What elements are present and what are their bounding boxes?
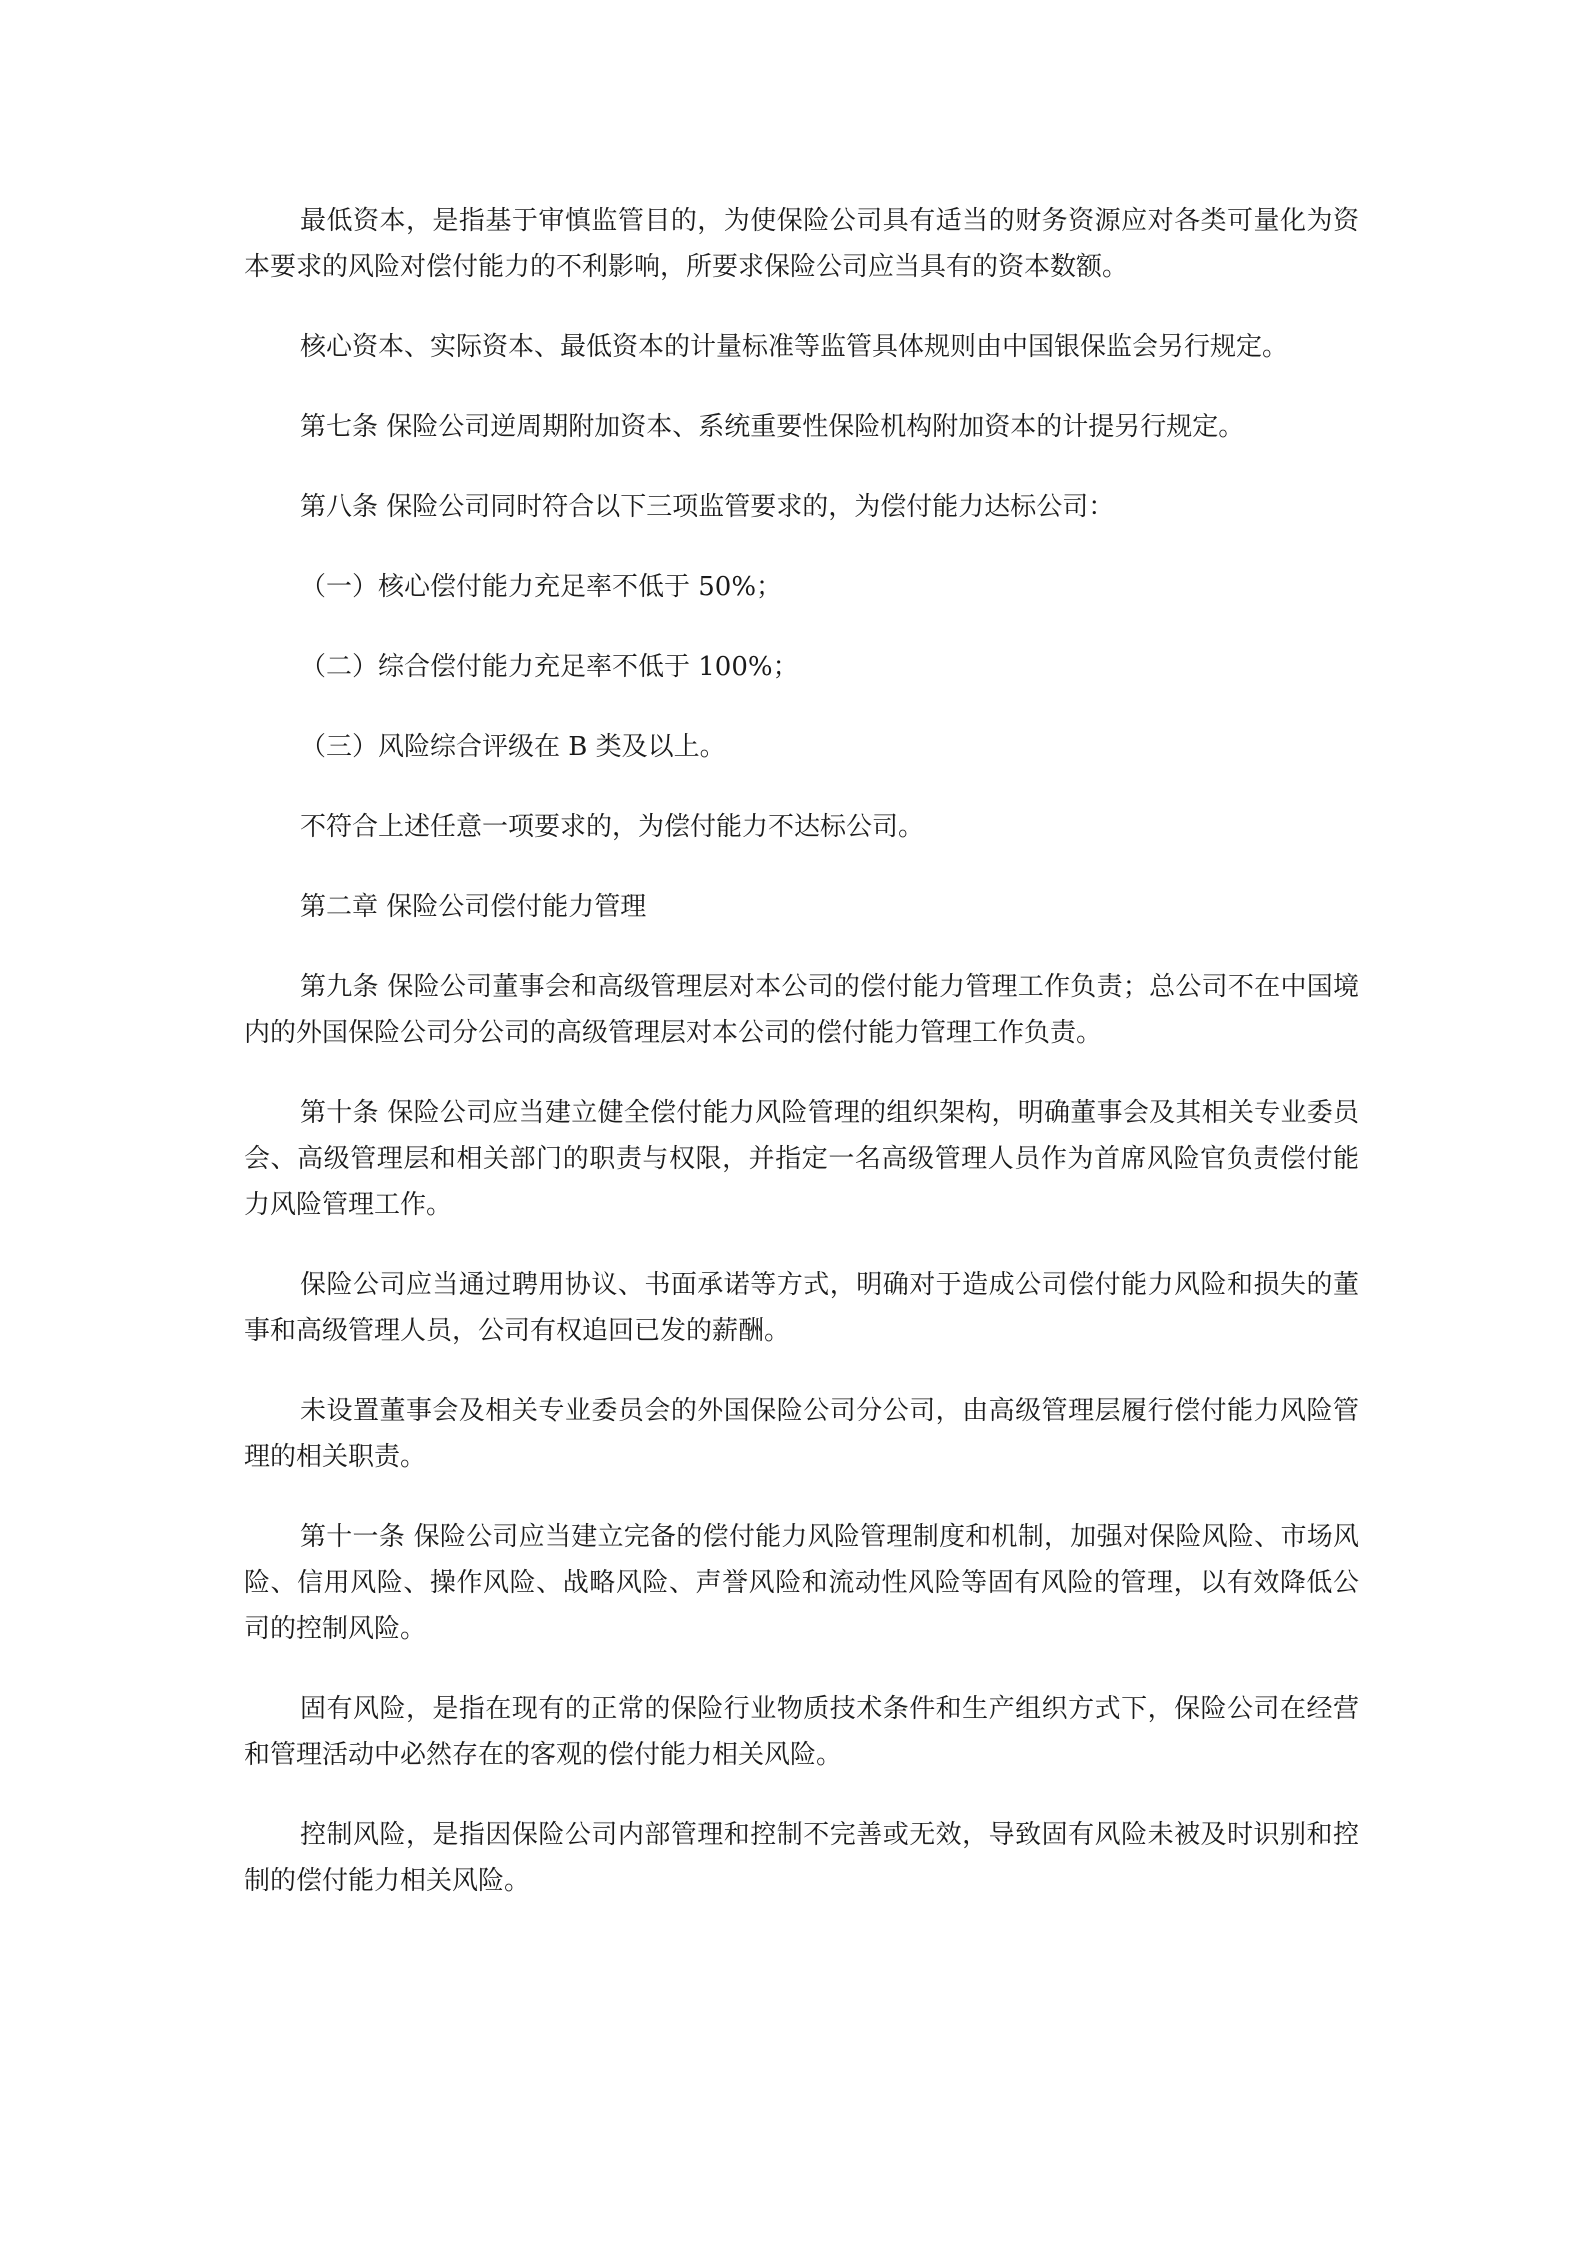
paragraph-non-compliant: 不符合上述任意一项要求的，为偿付能力不达标公司。 xyxy=(300,812,925,842)
list-item-core-ratio: （一）核心偿付能力充足率不低于 50%； xyxy=(300,572,783,602)
list-item-comprehensive-ratio: （二）综合偿付能力充足率不低于 100%； xyxy=(300,652,799,682)
paragraph-article-11: 第十一条 保险公司应当建立完备的偿付能力风险管理制度和机制，加强对保险风险、市场风险、信用风险、操作风险、战略风险、声誉风险和流动性风险等固有风险的管理，以有效降低公司的控制风险。 xyxy=(244,1522,1359,1644)
paragraph-measurement-rules: 核心资本、实际资本、最低资本的计量标准等监管具体规则由中国银保监会另行规定。 xyxy=(300,332,1289,362)
paragraph-article-9: 第九条 保险公司董事会和高级管理层对本公司的偿付能力管理工作负责；总公司不在中国境内的外国保险公司分公司的高级管理层对本公司的偿付能力管理工作负责。 xyxy=(244,972,1359,1048)
paragraph-control-risk: 控制风险，是指因保险公司内部管理和控制不完善或无效，导致固有风险未被及时识别和控制的偿付能力相关风险。 xyxy=(244,1820,1359,1896)
paragraph-article-7: 第七条 保险公司逆周期附加资本、系统重要性保险机构附加资本的计提另行规定。 xyxy=(300,412,1245,442)
paragraph-inherent-risk: 固有风险，是指在现有的正常的保险行业物质技术条件和生产组织方式下，保险公司在经营和管理活动中必然存在的客观的偿付能力相关风险。 xyxy=(244,1694,1359,1770)
paragraph-article-8: 第八条 保险公司同时符合以下三项监管要求的，为偿付能力达标公司： xyxy=(300,492,1115,522)
list-item-risk-rating: （三）风险综合评级在 B 类及以上。 xyxy=(300,732,726,762)
paragraph-minimum-capital-definition: 最低资本，是指基于审慎监管目的，为使保险公司具有适当的财务资源应对各类可量化为资本要求的风险对偿付能力的不利影响，所要求保险公司应当具有的资本数额。 xyxy=(244,206,1359,282)
paragraph-article-10: 第十条 保险公司应当建立健全偿付能力风险管理的组织架构，明确董事会及其相关专业委员会、高级管理层和相关部门的职责与权限，并指定一名高级管理人员作为首席风险官负责偿付能力风险管理工作。 xyxy=(244,1098,1359,1220)
chapter-heading-2: 第二章 保险公司偿付能力管理 xyxy=(300,892,647,922)
paragraph-foreign-branch: 未设置董事会及相关专业委员会的外国保险公司分公司，由高级管理层履行偿付能力风险管理的相关职责。 xyxy=(244,1396,1359,1472)
paragraph-compensation-clawback: 保险公司应当通过聘用协议、书面承诺等方式，明确对于造成公司偿付能力风险和损失的董事和高级管理人员，公司有权追回已发的薪酬。 xyxy=(244,1270,1359,1346)
document-body xyxy=(244,198,1359,1938)
